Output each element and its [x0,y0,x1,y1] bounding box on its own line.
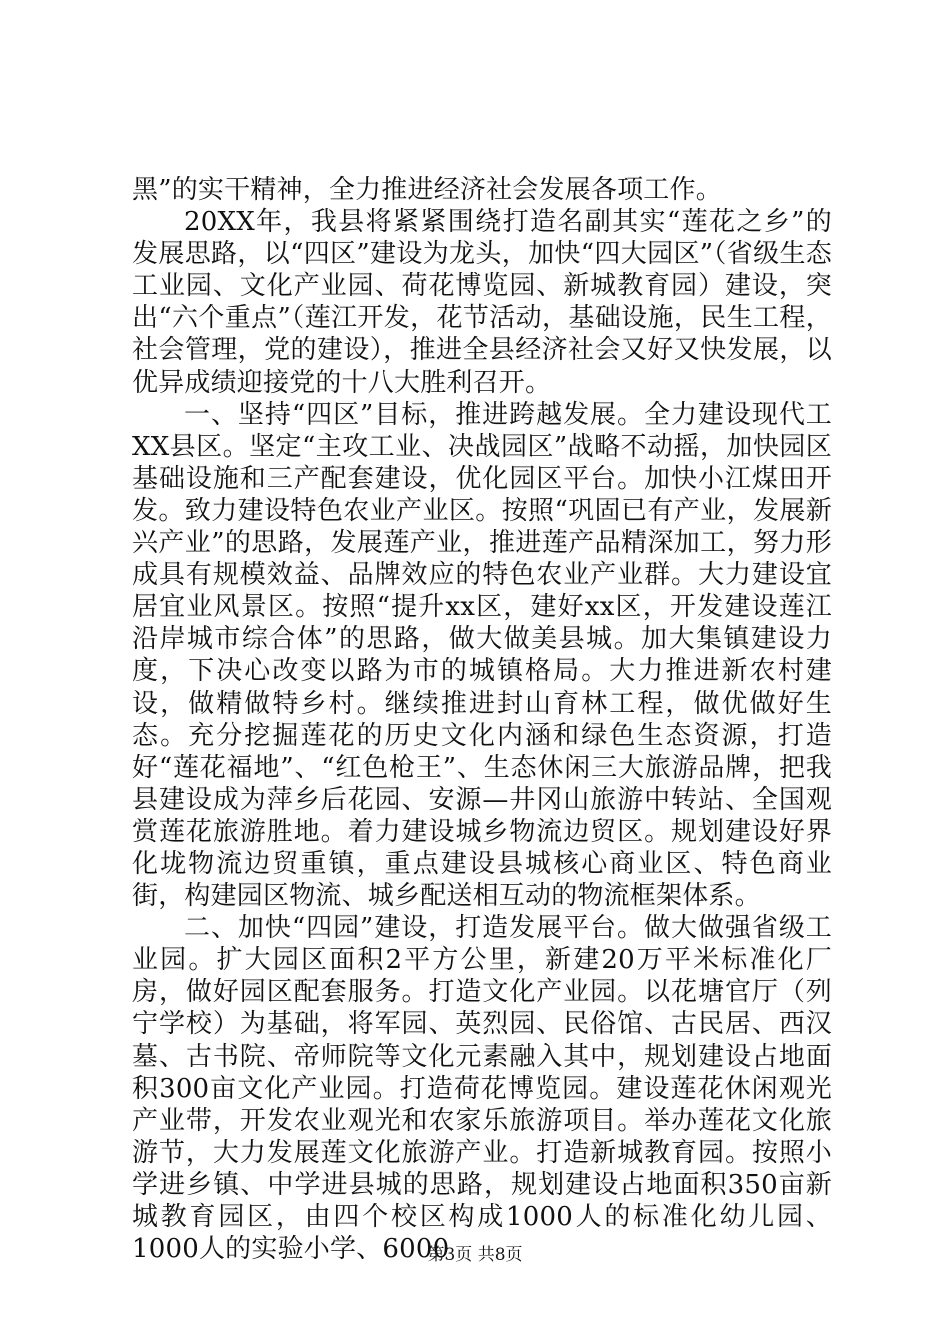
paragraph-4: 二、加快“四园”建设，打造发展平台。做大做强省级工业园。扩大园区面积2平方公里，新建20万平米标准化厂房，做好园区配套服务。打造文化产业园。以花塘官厅（列宁学校）为基础，将军园、英烈园、民俗馆、古民居、西汉墓、古书院、帝师院等文化元素融入其中，规划建设占地面积300亩文化产业园。打造荷花博览园。建设莲花休闲观光产业带，开发农业观光和农家乐旅游项目。举办莲花文化旅游节，大力发展莲文化旅游产业。打造新城教育园。按照小学进乡镇、中学进县城的思路，规划建设占地面积350亩新城教育园区，由四个校区构成1000人的标准化幼儿园、1000人的实验小学、6000 [132,913,832,1265]
paragraph-1: 黑”的实干精神，全力推进经济社会发展各项工作。 [132,175,722,205]
body-text [132,174,832,1265]
paragraph-3: 一、坚持“四区”目标，推进跨越发展。全力建设现代工XX县区。坚定“主攻工业、决战园区”战略不动摇，加快园区基础设施和三产配套建设，优化园区平台。加快小江煤田开发。致力建设特色农业产业区。按照“巩固已有产业，发展新兴产业”的思路，发展莲产业，推进莲产品精深加工，努力形成具有规模效益、品牌效应的特色农业产业群。大力建设宜居宜业风景区。按照“提升xx区，建好xx区，开发建设莲江沿岸城市综合体”的思路，做大做美县城。加大集镇建设力度，下决心改变以路为市的城镇格局。大力推进新农村建设，做精做特乡村。继续推进封山育林工程，做优做好生态。充分挖掘莲花的历史文化内涵和绿色生态资源，打造好“莲花福地”、“红色枪王”、生态休闲三大旅游品牌，把我县建设成为萍乡后花园、安源—井冈山旅游中转站、全国观赏莲花旅游胜地。着力建设城乡物流边贸区。规划建设好界化垅物流边贸重镇，重点建设县城核心商业区、特色商业街，构建园区物流、城乡配送相互动的物流框架体系。 [132,399,832,912]
paragraph-2: 20XX年，我县将紧紧围绕打造名副其实“莲花之乡”的发展思路，以“四区”建设为龙头，加快“四大园区”（省级生态工业园、文化产业园、荷花博览园、新城教育园）建设，突出“六个重点”（莲江开发，花节活动，基础设施，民生工程，社会管理，党的建设），推进全县经济社会又好又快发展，以优异成绩迎接党的十八大胜利召开。 [132,207,832,398]
page-footer: 第3页 共8页 [427,1245,523,1265]
